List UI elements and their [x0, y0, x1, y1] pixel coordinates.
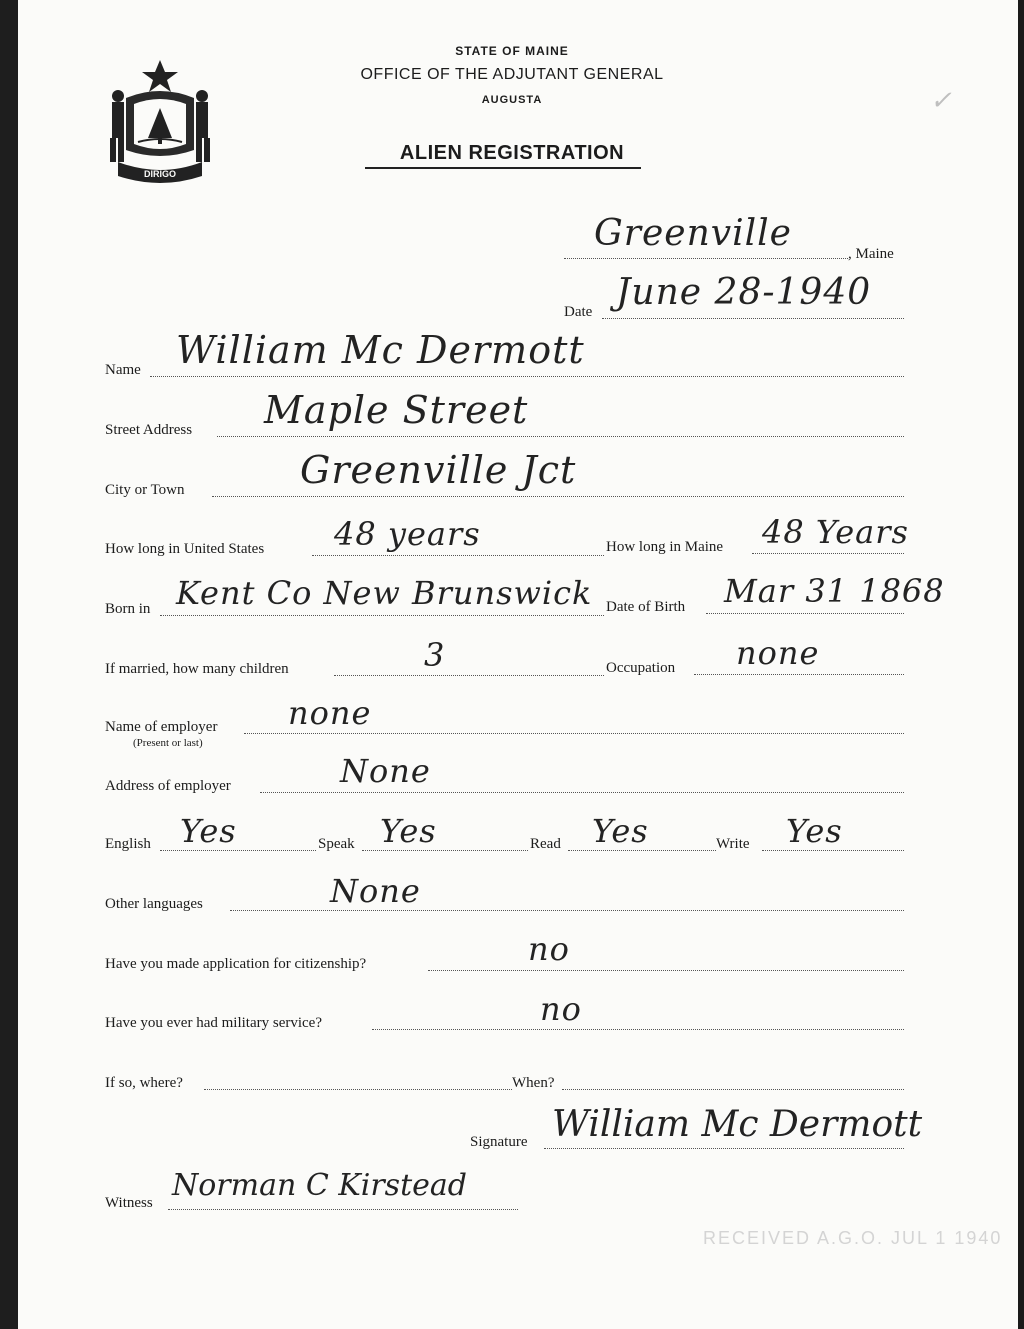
read-label: Read [530, 836, 561, 852]
date-of-birth-value: Mar 31 1868 [724, 572, 945, 610]
write-line [762, 850, 904, 851]
how-long-me-value: 48 Years [762, 513, 909, 551]
how-long-us-line [312, 555, 604, 556]
city-heading: AUGUSTA [481, 94, 543, 106]
english-label: English [105, 836, 151, 852]
occupation-line [694, 674, 904, 675]
read-value: Yes [592, 812, 649, 850]
where-line [204, 1089, 512, 1090]
city-line [212, 496, 904, 497]
occupation-label: Occupation [606, 660, 676, 676]
children-line [334, 675, 604, 676]
write-label: Write [716, 836, 750, 852]
citizenship-label: Have you made application for citizenship? [105, 956, 367, 972]
svg-text:DIRIGO: DIRIGO [143, 169, 177, 179]
employer-line [244, 733, 904, 734]
employer-address-value: None [340, 752, 431, 790]
town-value: Greenville [594, 213, 792, 254]
employer-value: none [288, 694, 372, 732]
read-line [568, 850, 716, 851]
employer-sublabel: (Present or last) [133, 737, 203, 749]
street-label: Street Address [105, 422, 193, 438]
received-stamp: RECEIVED A.G.O. JUL 1 1940 [703, 1228, 1003, 1248]
name-value: William Mc Dermott [176, 328, 585, 372]
signature-label: Signature [470, 1134, 528, 1150]
when-line [562, 1089, 904, 1090]
citizenship-value: no [528, 930, 570, 968]
born-in-value: Kent Co New Brunswick [176, 574, 593, 612]
form-title: ALIEN REGISTRATION [399, 142, 625, 164]
employer-label: Name of employer [105, 719, 218, 735]
born-in-label: Born in [105, 601, 151, 617]
date-value: June 28-1940 [616, 272, 872, 313]
when-label: When? [512, 1075, 555, 1091]
how-long-me-line [752, 553, 904, 554]
english-line [160, 850, 316, 851]
other-languages-label: Other languages [105, 896, 203, 912]
citizenship-line [428, 970, 904, 971]
where-label: If so, where? [105, 1075, 183, 1091]
other-languages-line [230, 910, 904, 911]
witness-label: Witness [105, 1195, 153, 1211]
maine-label: , Maine [848, 246, 894, 262]
name-line [150, 376, 904, 377]
employer-address-label: Address of employer [105, 778, 231, 794]
city-label: City or Town [105, 482, 185, 498]
scan-border [0, 0, 18, 1329]
state-heading: STATE OF MAINE [455, 44, 569, 58]
military-value: no [540, 990, 582, 1028]
english-value: Yes [180, 812, 237, 850]
town-line [564, 258, 848, 259]
witness-value: Norman C Kirstead [172, 1168, 467, 1203]
military-label: Have you ever had military service? [105, 1015, 322, 1031]
write-value: Yes [786, 812, 843, 850]
children-value: 3 [424, 636, 446, 674]
children-label: If married, how many children [105, 661, 289, 677]
witness-line [168, 1209, 518, 1210]
occupation-value: none [736, 634, 820, 672]
street-value: Maple Street [264, 388, 529, 432]
born-in-line [160, 615, 604, 616]
how-long-us-label: How long in United States [105, 541, 265, 557]
title-underline [365, 167, 641, 169]
signature-line [544, 1148, 904, 1149]
how-long-us-value: 48 years [334, 515, 481, 553]
office-heading: OFFICE OF THE ADJUTANT GENERAL [360, 66, 664, 83]
date-of-birth-label: Date of Birth [606, 599, 686, 615]
name-label: Name [105, 362, 141, 378]
employer-address-line [260, 792, 904, 793]
date-label: Date [564, 304, 593, 320]
other-languages-value: None [330, 872, 421, 910]
city-value: Greenville Jct [300, 448, 577, 492]
speak-label: Speak [318, 836, 355, 852]
date-line [602, 318, 904, 319]
how-long-me-label: How long in Maine [606, 539, 724, 555]
signature-value: William Mc Dermott [552, 1104, 923, 1145]
street-line [217, 436, 904, 437]
military-line [372, 1029, 904, 1030]
date-of-birth-line [706, 613, 904, 614]
check-mark: ✓ [930, 86, 952, 116]
speak-line [362, 850, 528, 851]
speak-value: Yes [380, 812, 437, 850]
